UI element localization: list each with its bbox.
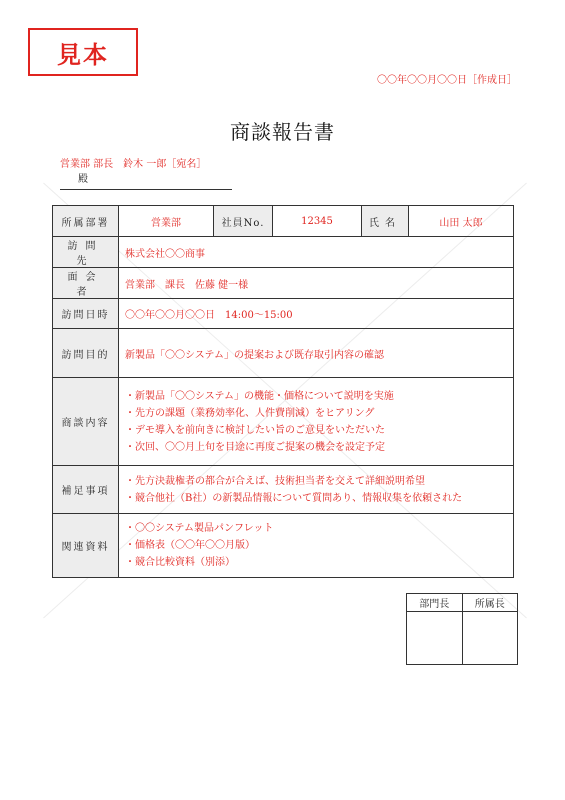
purpose-value: 新製品「〇〇システム」の提案および既存取引内容の確認 [119, 329, 514, 378]
content-line: ・デモ導入を前向きに検討したい旨のご意見をいただいた [125, 424, 385, 436]
approval-stamp-box[interactable] [462, 612, 518, 665]
page-title: 商談報告書 [230, 120, 335, 144]
row-met-with [53, 268, 514, 299]
dept-value: 営業部 [119, 206, 214, 237]
materials-line: ・競合比較資料（別添） [125, 557, 235, 568]
name-value: 山田 太郎 [409, 206, 514, 237]
row-materials [53, 514, 514, 578]
approval-header-dept-head: 部門長 [407, 594, 463, 612]
materials-label: 関連資料 [53, 514, 119, 578]
approval-header-section-head: 所属長 [462, 594, 518, 612]
approval-stamp-box[interactable] [407, 612, 463, 665]
row-content [53, 378, 514, 466]
emp-no-value: 12345 [273, 206, 362, 237]
content-line: ・先方の課題（業務効率化、人件費削減）をヒアリング [125, 407, 375, 419]
visit-to-value: 株式会社〇〇商事 [119, 237, 514, 268]
notes-line: ・先方決裁権者の都合が合えば、技術担当者を交えて詳細説明希望 [125, 475, 425, 487]
header-row [53, 206, 514, 237]
row-visit-to [53, 237, 514, 268]
name-label: 氏名 [362, 206, 409, 237]
report-table [52, 205, 514, 578]
row-purpose [53, 329, 514, 378]
content-label: 商談内容 [53, 378, 119, 466]
notes-line: ・競合他社（B社）の新製品情報について質問あり、情報収集を依頼された [125, 492, 463, 504]
recipient-name: 営業部 部長 鈴木 一郎［宛名］ [60, 159, 207, 170]
created-date: 〇〇年〇〇月〇〇日［作成日］ [377, 75, 517, 86]
materials-line: ・価格表（〇〇年〇〇月版） [125, 540, 255, 551]
visit-datetime-value: 〇〇年〇〇月〇〇日 14:00～15:00 [119, 299, 514, 329]
visit-datetime-label: 訪問日時 [53, 299, 119, 329]
emp-no-label: 社員No. [214, 206, 273, 237]
recipient [60, 155, 232, 190]
met-with-label: 面会者 [53, 268, 119, 299]
visit-to-label: 訪問先 [53, 237, 119, 268]
row-notes [53, 466, 514, 514]
content-value [119, 378, 514, 466]
approval-table [406, 593, 518, 665]
met-with-value: 営業部 課長 佐藤 健一様 [119, 268, 514, 299]
row-visit-datetime [53, 299, 514, 329]
content-line: ・次回、〇〇月上旬を目途に再度ご提案の機会を設定予定 [125, 441, 385, 453]
materials-value [119, 514, 514, 578]
purpose-label: 訪問目的 [53, 329, 119, 378]
notes-label: 補足事項 [53, 466, 119, 514]
recipient-suffix: 殿 [78, 174, 88, 185]
sample-stamp: 見本 [28, 28, 138, 76]
notes-value [119, 466, 514, 514]
content-line: ・新製品「〇〇システム」の機能・価格について説明を実施 [125, 390, 394, 402]
materials-line: ・〇〇システム製品パンフレット [125, 523, 274, 534]
dept-label: 所属部署 [53, 206, 119, 237]
